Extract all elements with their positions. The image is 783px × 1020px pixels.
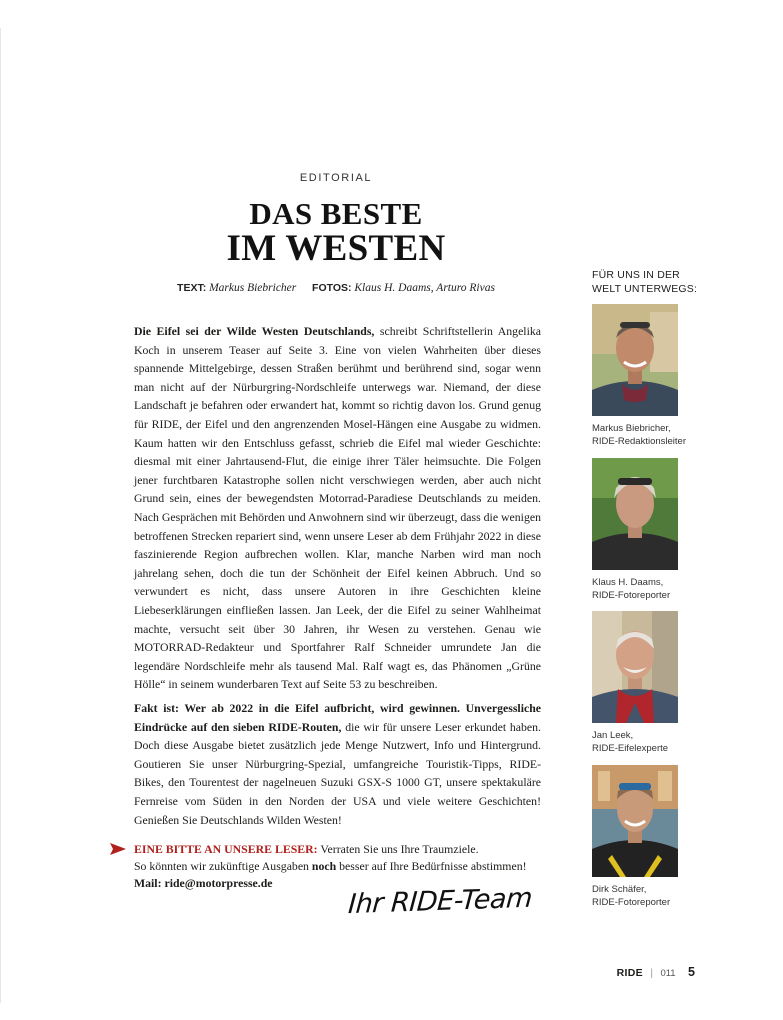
footer-magazine: RIDE — [616, 967, 643, 979]
caption-2-name: Klaus H. Daams, — [592, 577, 664, 588]
sidebar-heading — [592, 268, 712, 296]
reader-request-line-2-post: besser auf Ihre Bedürfnisse abstimmen! — [339, 859, 527, 873]
portrait-photo — [592, 611, 678, 723]
reader-request-line-1: Verraten Sie uns Ihre Traumziele. — [320, 842, 479, 856]
photo-credit-label: FOTOS: — [312, 282, 352, 294]
caption-3-name: Jan Leek, — [592, 730, 634, 741]
sidebar-heading-line-1: FÜR UNS IN DER — [592, 269, 680, 281]
paragraph-1 — [134, 322, 541, 694]
signature: Ihr RIDE-Team — [347, 882, 534, 921]
portrait-jan-leek — [592, 611, 678, 723]
caption-4-role: RIDE-Fotoreporter — [592, 897, 671, 908]
reader-request-line-2-bold: noch — [311, 859, 337, 873]
page-footer — [617, 963, 695, 981]
caption-4-name: Dirk Schäfer, — [592, 884, 647, 895]
caption-2 — [592, 576, 712, 602]
caption-2-role: RIDE-Fotoreporter — [592, 590, 671, 601]
sidebar-heading-line-2: WELT UNTERWEGS: — [592, 283, 698, 295]
headline-line-2: IM WESTEN — [226, 228, 446, 269]
text-credit-label: TEXT: — [177, 282, 207, 294]
page-edge-rule — [0, 28, 1, 1003]
caption-4 — [592, 883, 712, 909]
red-arrow-icon — [110, 843, 126, 855]
caption-1-role: RIDE-Redaktionsleiter — [592, 436, 686, 447]
text-credit-name: Markus Biebricher — [209, 282, 297, 294]
portrait-klaus-daams — [592, 458, 678, 570]
portrait-photo — [592, 304, 678, 416]
reader-request-label: EINE BITTE AN UNSERE LESER: — [134, 842, 318, 856]
paragraph-2 — [134, 699, 541, 829]
portrait-dirk-schaefer — [592, 765, 678, 877]
portrait-photo — [592, 765, 678, 877]
caption-1 — [592, 422, 712, 448]
page-number: 5 — [688, 965, 695, 979]
portrait-photo — [592, 458, 678, 570]
paragraph-2-text: die wir für unsere Leser erkundet haben. Doch diese Ausgabe bietet zusätzlich jede Menge Nutzwert, Info und Hintergrund. Goutieren Sie unser Nürburgring-Spezial, umfangreiche Touristik-Tipps, RIDE-Bikes, den Tourentest der nagelneuen Suzuki GSX-S 1000 GT, unsere spektakuläre Fernreise vom Süden in den Norden der USA und viele weitere Geschichten! Genießen Sie Deutschlands Wilden Westen! — [134, 719, 541, 827]
paragraph-2-lead: Fakt ist: Wer ab 2022 in die Eifel aufbricht, wird gewinnen. Unvergessliche Eindrücke auf den sieben RIDE-Routen, — [134, 701, 541, 734]
headline — [150, 198, 522, 267]
footer-issue: 011 — [660, 968, 676, 979]
paragraph-1-text: schreibt Schriftstellerin Angelika Koch in unserem Teaser auf Seite 3. Eine von vielen Wahrheiten über dieses spannende Mittelgebirge, dessen Straßen berühmt und berührend sind, sogar wenn man nicht auf der Nürburgring-Nordschleife unterwegs war. Niemand, der diese Landschaft je befahren oder erwandert hat, kommt so richtig davon los. Grund genug für RIDE, der Eifel und den angrenzenden Mosel-Hängen eine Ausgabe zu widmen. Kaum hatten wir den Entschluss gefasst, schrieb die Eifel mal wieder Geschichte: diesmal mit einer Jahrtausend-Flut, die einige ihrer Täler heimsuchte. Die Folgen jener furchtbaren Katastrophe sollen nicht verschwiegen werden, aber auch nicht Grund sein, eines der bewegendsten Motorrad-Paradiese Deutschlands zu meiden. Nach Gesprächen mit Behörden und Anwohnern sind wir überzeugt, dass die wenigen betroffenen Strecken repariert sind, wenn unsere Leser ab dem Frühjahr 2022 in diese faszinierende Region aufbrechen wollen. Klar, manche Narben wird man noch jahrelang sehen, doch die tun der Schönheit der Eifel keinen Abbruch. Und so verwundert es nicht, dass unsere Autoren in ihre Geschichten kleine Liebeserklärungen einfließen lassen. Jan Leek, der die Eifel zu seiner Wahlheimat machte, versucht seit über 30 Jahren, ihr Wesen zu verstehen. Genau wie MOTORRAD-Redakteur und Sportfahrer Ralf Schneider umrundete Jan die legendäre Nordschleife mehr als tausend Mal. Ralf wagt es, das Phänomen „Grüne Hölle“ in seinem wunderbaren Text auf Seite 53 zu beschreiben. — [134, 324, 541, 692]
contact-email[interactable]: Mail: ride@motorpresse.de — [134, 876, 273, 890]
footer-separator: | — [650, 968, 653, 979]
caption-3 — [592, 729, 712, 755]
caption-3-role: RIDE-Eifelexperte — [592, 743, 669, 754]
portrait-markus-biebricher — [592, 304, 678, 416]
caption-1-name: Markus Biebricher, — [592, 423, 671, 434]
paragraph-1-lead: Die Eifel sei der Wilde Westen Deutschlands, — [134, 324, 375, 338]
section-label: EDITORIAL — [299, 172, 373, 184]
headline-line-1: DAS BESTE — [249, 196, 423, 231]
reader-request-line-2-pre: So könnten wir zukünftige Ausgaben — [134, 859, 309, 873]
credits — [100, 282, 572, 294]
photo-credit-names: Klaus H. Daams, Arturo Rivas — [354, 282, 495, 294]
